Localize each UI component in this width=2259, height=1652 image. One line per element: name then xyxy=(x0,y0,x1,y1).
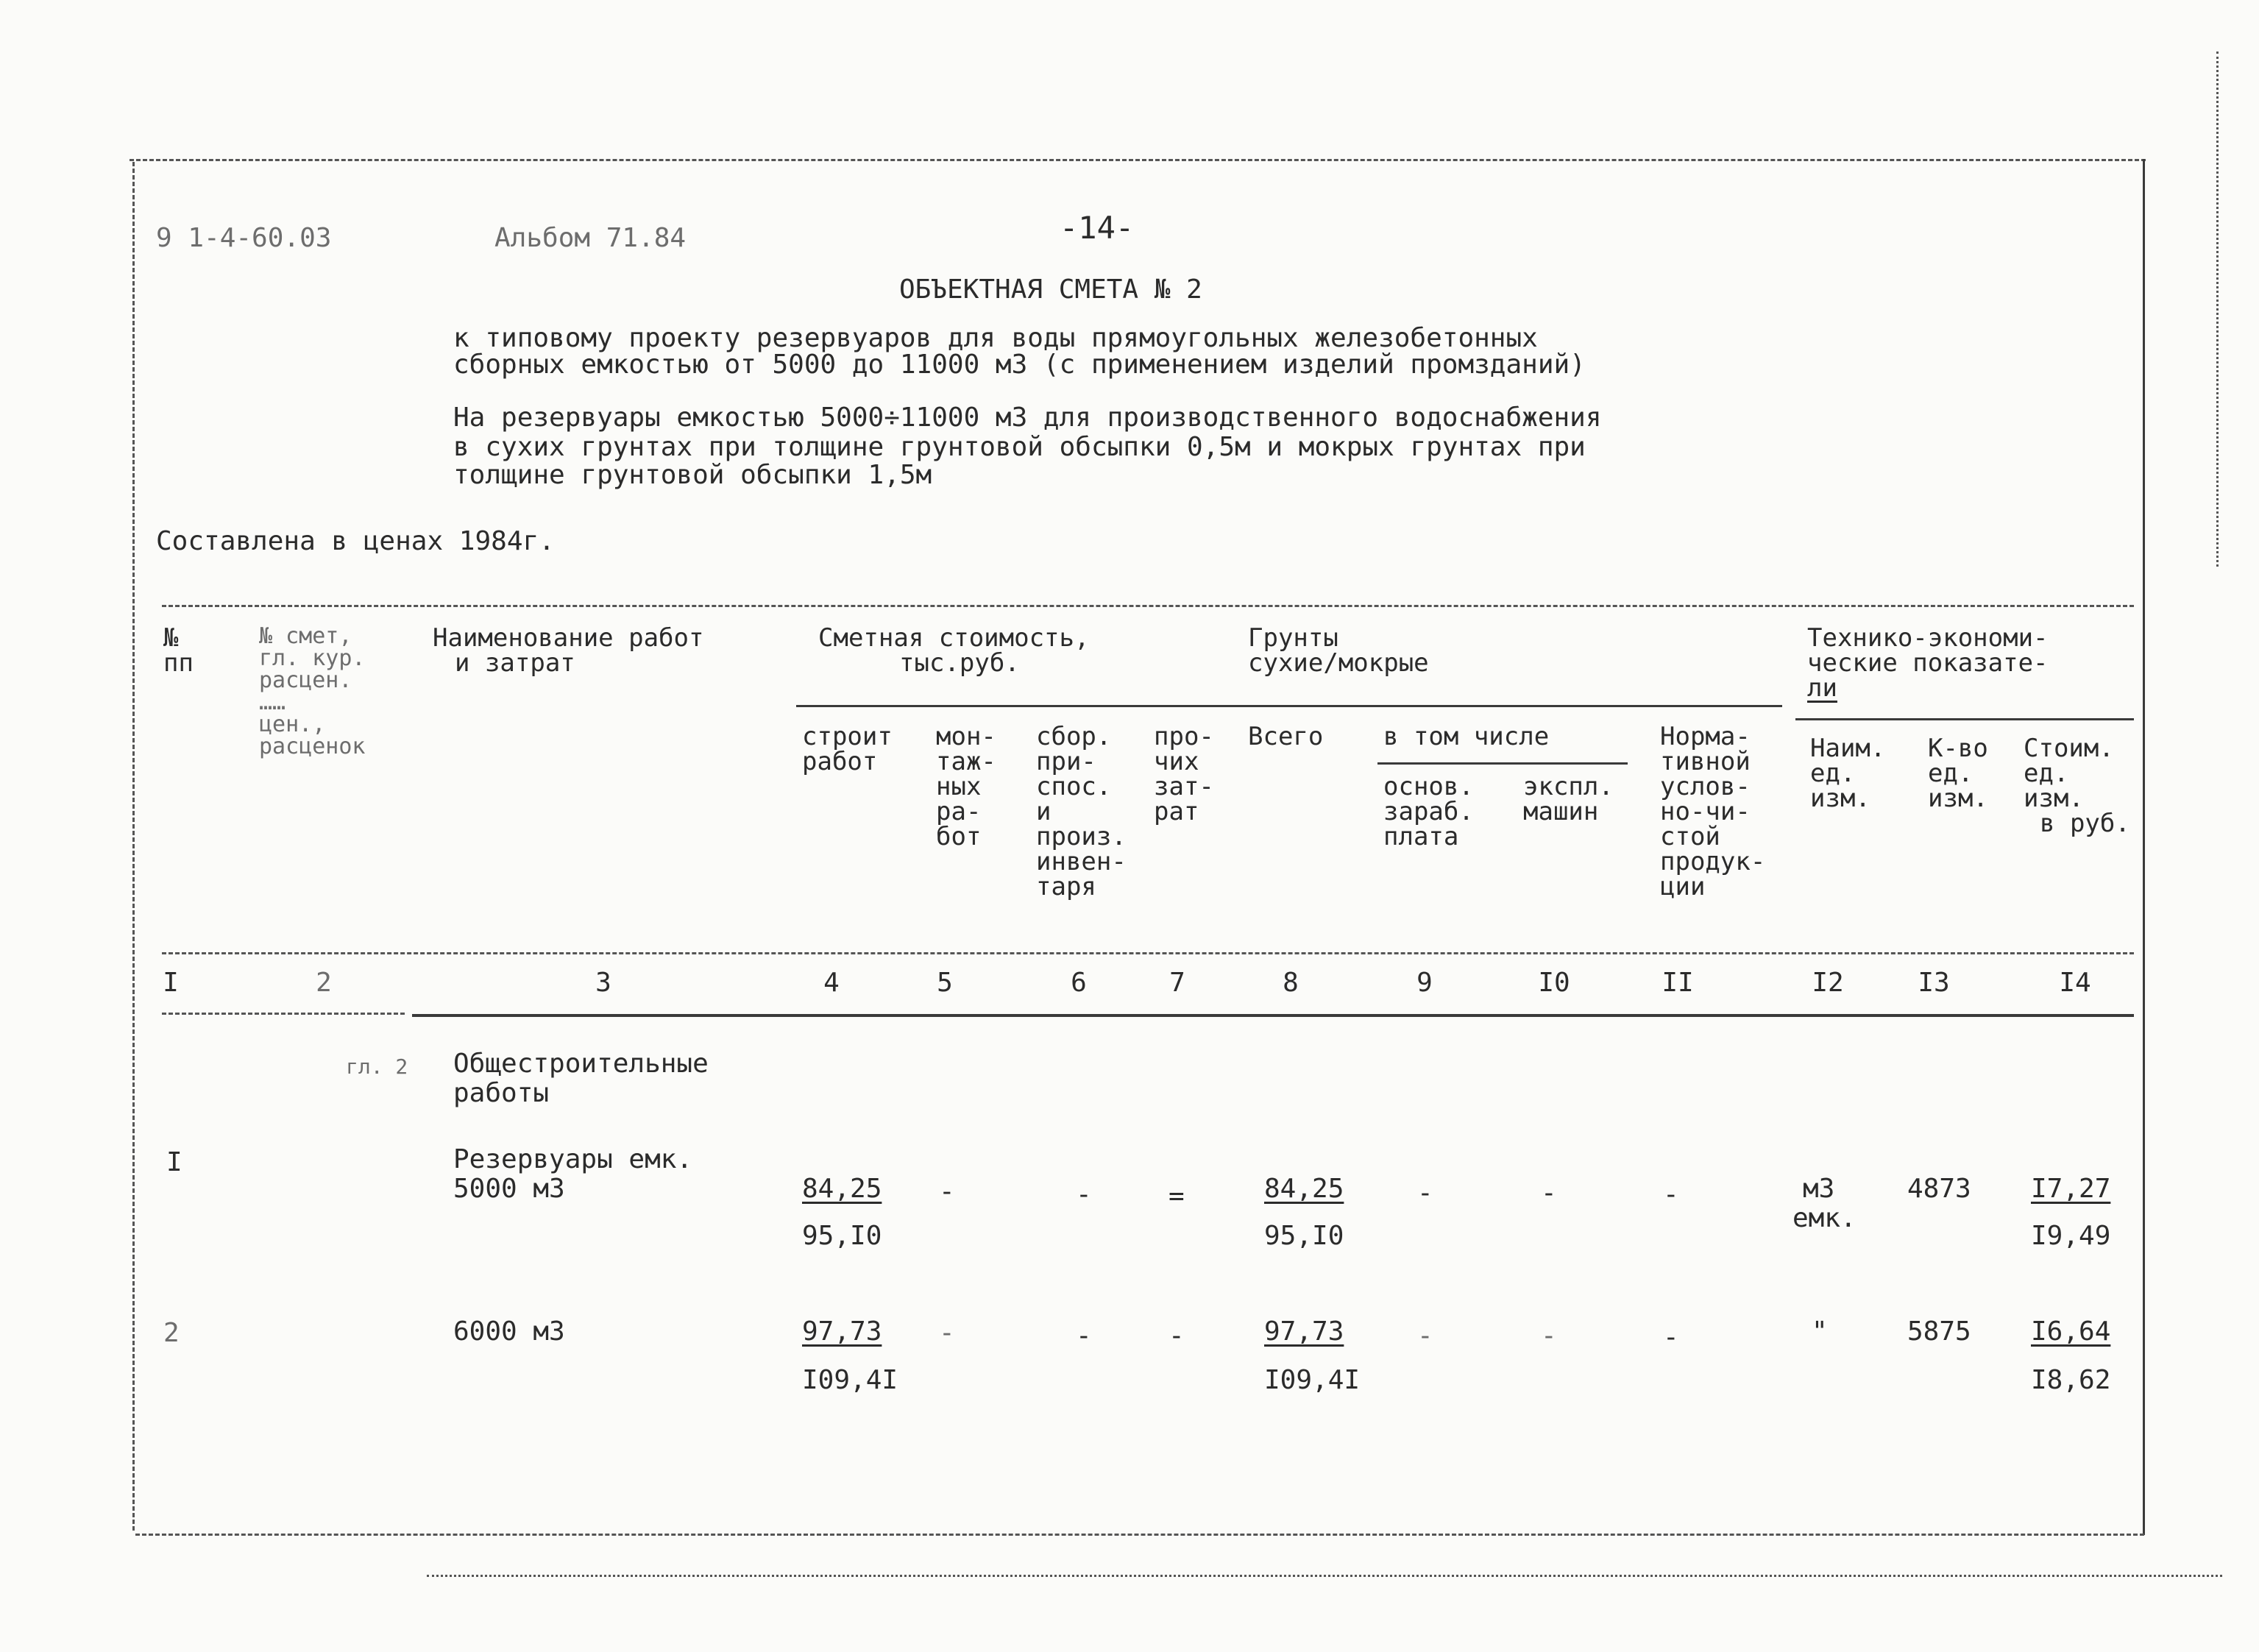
incl-rule xyxy=(1377,762,1628,765)
row-unit: " xyxy=(1812,1316,1828,1347)
row-col5: - xyxy=(939,1177,955,1207)
header-soils: Грунты сухие/мокрые xyxy=(1248,623,1429,678)
row-quantity: 4873 xyxy=(1907,1174,1971,1204)
colnum-6: 6 xyxy=(1071,968,1087,998)
description-line-4: в сухих грунтах при толщине грунтовой обсыпки 0,5м и мокрых грунтах при xyxy=(453,432,1586,462)
frame-right-border xyxy=(2143,159,2145,1535)
row-col11: - xyxy=(1663,1322,1679,1353)
row-col9: - xyxy=(1417,1178,1433,1208)
header-including: в том числе xyxy=(1383,722,1550,751)
colnum-4: 4 xyxy=(823,968,840,998)
row-work-name: 6000 м3 xyxy=(453,1316,565,1347)
row-col4-bottom: I09,4I xyxy=(802,1365,898,1395)
colnum-7: 7 xyxy=(1169,968,1185,998)
row-col10: - xyxy=(1541,1321,1557,1351)
row-unit: м3 емк. xyxy=(1792,1174,1857,1233)
colnum-8: 8 xyxy=(1283,968,1299,998)
row-col14-bottom: I8,62 xyxy=(2031,1365,2111,1395)
colnum-10: I0 xyxy=(1538,968,1570,998)
row-col14-bottom: I9,49 xyxy=(2031,1221,2111,1251)
table-top-rule xyxy=(162,605,2134,607)
header-bottom-rule xyxy=(162,952,2134,954)
row-work-name: Резервуары емк. 5000 м3 xyxy=(453,1144,693,1204)
header-col12: Наим. ед. изм. xyxy=(1810,734,1886,813)
header-col8: Всего xyxy=(1248,722,1324,751)
header-col9: основ. зараб. плата xyxy=(1383,772,1474,851)
description-line-1: к типовому проекту резервуаров для воды прямоугольных железобетонных xyxy=(453,323,1538,353)
row-col10: - xyxy=(1541,1178,1557,1208)
row-col8-top: 84,25 xyxy=(1264,1174,1344,1204)
album-number: Альбом 71.84 xyxy=(494,223,687,253)
section-name: Общестроительные работы xyxy=(453,1049,709,1108)
row-col9: - xyxy=(1417,1321,1433,1351)
colnum-12: I2 xyxy=(1812,968,1844,998)
row-quantity: 5875 xyxy=(1907,1316,1971,1347)
colnum-9: 9 xyxy=(1416,968,1433,998)
header-no: № пп xyxy=(163,623,194,678)
header-estimated-cost: Сметная стоимость, тыс.руб. xyxy=(818,623,1090,678)
row-col14-top: I6,64 xyxy=(2031,1316,2111,1347)
description-line-5: толщине грунтовой обсыпки 1,5м xyxy=(453,460,932,490)
colnum-1: I xyxy=(163,968,179,998)
header-col11: Норма- тивной услов- но-чи- стой продук- ции xyxy=(1660,722,1766,901)
row-number: 2 xyxy=(163,1318,180,1348)
page-bottom-mark xyxy=(427,1575,2222,1577)
row-col5: - xyxy=(939,1318,955,1348)
header-col13: К-во ед. изм. xyxy=(1928,734,1988,813)
colnum-2: 2 xyxy=(316,968,332,998)
row-col8-top: 97,73 xyxy=(1264,1316,1344,1347)
frame-bottom-border xyxy=(135,1534,2144,1536)
row-col4-top: 84,25 xyxy=(802,1174,882,1204)
colnum-5: 5 xyxy=(937,968,953,998)
header-col10: экспл. машин xyxy=(1523,772,1614,826)
colnum-bottom-rule xyxy=(412,1014,2134,1017)
header-col5: мон- таж- ных ра- бот xyxy=(936,722,996,851)
row-col7: = xyxy=(1168,1181,1185,1211)
frame-top-border xyxy=(130,159,2146,161)
row-col4-top: 97,73 xyxy=(802,1316,882,1347)
section-ref: гл. 2 xyxy=(346,1054,408,1079)
row-col8-bottom: 95,I0 xyxy=(1264,1221,1344,1251)
colnum-14: I4 xyxy=(2059,968,2091,998)
header-estimate-number: № смет, гл. кур. расцен. …… цен., расценок xyxy=(259,623,366,759)
colnum-11: II xyxy=(1662,968,1694,998)
description-line-2: сборных емкостью от 5000 до 11000 м3 (с применением изделий промзданий) xyxy=(453,350,1586,380)
row-col6: - xyxy=(1076,1321,1092,1351)
header-col14: Стоим. ед. изм. в руб. xyxy=(2024,734,2130,838)
header-work-name: Наименование работ и затрат xyxy=(433,623,704,678)
header-col7: про- чих зат- рат xyxy=(1154,722,1214,826)
row-col4-bottom: 95,I0 xyxy=(802,1221,882,1251)
frame-left-border xyxy=(132,162,135,1531)
page-edge-mark xyxy=(2216,52,2219,567)
row-col7: - xyxy=(1168,1321,1185,1351)
document-code: 9 1-4-60.03 xyxy=(156,223,332,253)
colnum-bottom-rule-left xyxy=(162,1013,405,1015)
row-col8-bottom: I09,4I xyxy=(1264,1365,1361,1395)
description-line-3: На резервуары емкостью 5000÷11000 м3 для производственного водоснабжения xyxy=(453,403,1602,433)
header-col6: сбор. при- спос. и произ. инвен- таря xyxy=(1036,722,1127,901)
cost-group-rule xyxy=(796,705,1782,707)
tech-group-rule xyxy=(1795,718,2134,720)
row-col14-top: I7,27 xyxy=(2031,1174,2111,1204)
row-col11: - xyxy=(1663,1180,1679,1210)
page-number: -14- xyxy=(1060,210,1135,246)
price-basis: Составлена в ценах 1984г. xyxy=(156,526,555,556)
document-title: ОБЪЕКТНАЯ СМЕТА № 2 xyxy=(899,274,1202,305)
colnum-13: I3 xyxy=(1918,968,1950,998)
header-col4: строит работ xyxy=(802,722,893,776)
header-technical-indicators: Технико-экономи- ческие показате- ли xyxy=(1807,623,2049,703)
row-number: I xyxy=(166,1147,182,1177)
colnum-3: 3 xyxy=(595,968,611,998)
row-col6: - xyxy=(1076,1180,1092,1210)
